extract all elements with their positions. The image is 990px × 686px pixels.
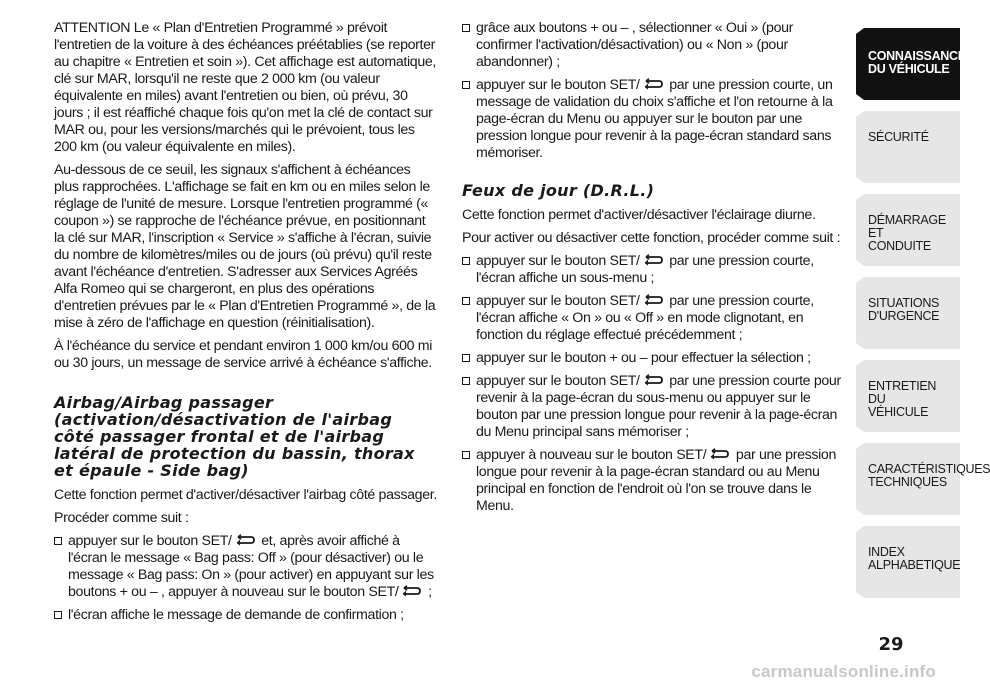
paragraph-service-due: À l'échéance du service et pendant environ 1 000 km/ou 600 mi ou 30 jours, un message de service arrivé à échéance s'affiche. bbox=[54, 338, 433, 371]
list-item: appuyer sur le bouton SET/ et, après avoir affiché à l'écran le message « Bag pass: Off » (pour désactiver) ou le message « Bag pass: On » (pour activer) en appuyant sur les boutons + ou – , appuyer à nouveau sur le bouton SET/ ; bbox=[54, 533, 438, 601]
nav-tab-demarrage[interactable]: DÉMARRAGE ET CONDUITE bbox=[856, 194, 960, 266]
nav-tab-caracteristiques[interactable]: CARACTÉRISTIQUES TECHNIQUES bbox=[856, 443, 960, 515]
return-arrow-icon bbox=[708, 448, 730, 460]
airbag-steps-continued bbox=[462, 20, 850, 162]
chapter-nav bbox=[856, 28, 990, 609]
checkbox-square-icon bbox=[462, 24, 470, 32]
nav-tab-entretien[interactable]: ENTRETIEN DU VÉHICULE bbox=[856, 360, 960, 432]
list-item: grâce aux boutons + ou – , sélectionner « Oui » (pour confirmer l'activation/désactivation) ou « Non » (pour abandonner) ; bbox=[462, 20, 850, 71]
left-column bbox=[54, 20, 438, 630]
right-column bbox=[462, 20, 850, 521]
airbag-procedure: Procéder comme suit : bbox=[54, 510, 189, 526]
nav-tab-securite[interactable]: SÉCURITÉ bbox=[856, 111, 960, 183]
list-item: l'écran affiche le message de demande de confirmation ; bbox=[54, 607, 438, 624]
drl-procedure: Pour activer ou désactiver cette fonction, procéder comme suit : bbox=[462, 230, 841, 246]
return-arrow-icon bbox=[400, 585, 422, 597]
airbag-steps bbox=[54, 533, 438, 624]
list-item: appuyer sur le bouton SET/ par une pression courte pour revenir à la page-écran du sous-menu ou appuyer sur le bouton par une pression longue pour revenir à la page-écran du Menu principal sans mémoriser ; bbox=[462, 373, 850, 441]
checkbox-square-icon bbox=[462, 81, 470, 89]
watermark: carmanualsonline.info bbox=[751, 662, 936, 681]
list-item: appuyer sur le bouton SET/ par une pression courte, l'écran affiche un sous-menu ; bbox=[462, 253, 850, 287]
paragraph-attention: ATTENTION Le « Plan d'Entretien Programmé » prévoit l'entretien de la voiture à des échéances préétablies (se reporter au chapitre « Entretien et soin »). Cet affichage est automatique, clé sur MAR, lorsqu'il ne reste que 2 000 km (ou valeur équivalente en miles) avant l'entretien ou bien, où prévu, 30 jours ; il est réaffiché chaque fois qu'on met la clé de contact sur MAR ou, pour les versions/marchés qui le prévoient, tous les 200 km (ou valeur équivalente en miles). bbox=[54, 20, 437, 155]
drl-intro: Cette fonction permet d'activer/désactiver l'éclairage diurne. bbox=[462, 207, 816, 223]
checkbox-square-icon bbox=[54, 611, 62, 619]
checkbox-square-icon bbox=[462, 354, 470, 362]
checkbox-square-icon bbox=[54, 537, 62, 545]
list-item: appuyer sur le bouton SET/ par une pression courte, l'écran affiche « On » ou « Off » en mode clignotant, en fonction du réglage effectué précédemment ; bbox=[462, 293, 850, 344]
drl-steps bbox=[462, 253, 850, 515]
checkbox-square-icon bbox=[462, 297, 470, 305]
list-item: appuyer sur le bouton SET/ par une pression courte, un message de validation du choix s'affiche et l'on retourne à la page-écran du Menu ou appuyer sur le bouton par une pression longue pour revenir à la page-écran standard sans mémoriser. bbox=[462, 77, 850, 162]
nav-tab-connaissance[interactable]: CONNAISSANCE DU VÉHICULE bbox=[856, 28, 960, 100]
nav-tab-index[interactable]: INDEX ALPHABETIQUE bbox=[856, 526, 960, 598]
return-arrow-icon bbox=[234, 534, 256, 546]
return-arrow-icon bbox=[642, 78, 664, 90]
drl-heading: Feux de jour (D.R.L.) bbox=[462, 181, 655, 200]
paragraph-threshold: Au-dessous de ce seuil, les signaux s'affichent à échéances plus rapprochées. L'affichage se fait en km ou en miles selon le réglage de l'unité de mesure. Lorsque l'entretien programmé (« coupon ») se rapproche de l'échéance prévue, en positionnant la clé sur MAR, l'inscription « Service » s'affiche à l'écran, suivie du nombre de kilomètres/miles ou de jours (où prévu) qu'il reste avant l'échéance d'entretien. S'adresser aux Services Agréés Alfa Romeo qui se chargeront, en plus des opérations d'entretien prévues par le « Plan d'Entretien Programmé », de la mise à zéro de l'affichage en question (réinitialisation). bbox=[54, 162, 436, 331]
page-number: 29 bbox=[878, 634, 904, 655]
return-arrow-icon bbox=[642, 374, 664, 386]
airbag-heading: Airbag/Airbag passager (activation/désactivation de l'airbag côté passager frontal et de l'airbag latéral de protection du bassin, thorax et épaule - Side bag) bbox=[54, 393, 415, 480]
checkbox-square-icon bbox=[462, 257, 470, 265]
return-arrow-icon bbox=[642, 294, 664, 306]
list-item: appuyer à nouveau sur le bouton SET/ par une pression longue pour revenir à la page-écran standard ou au Menu principal en fonction de l'endroit où l'on se trouve dans le Menu. bbox=[462, 447, 850, 515]
nav-tab-situations[interactable]: SITUATIONS D'URGENCE bbox=[856, 277, 960, 349]
list-item: appuyer sur le bouton + ou – pour effectuer la sélection ; bbox=[462, 350, 850, 367]
airbag-intro: Cette fonction permet d'activer/désactiver l'airbag côté passager. bbox=[54, 487, 437, 503]
return-arrow-icon bbox=[642, 254, 664, 266]
tab-shape bbox=[856, 111, 960, 183]
checkbox-square-icon bbox=[462, 451, 470, 459]
checkbox-square-icon bbox=[462, 377, 470, 385]
